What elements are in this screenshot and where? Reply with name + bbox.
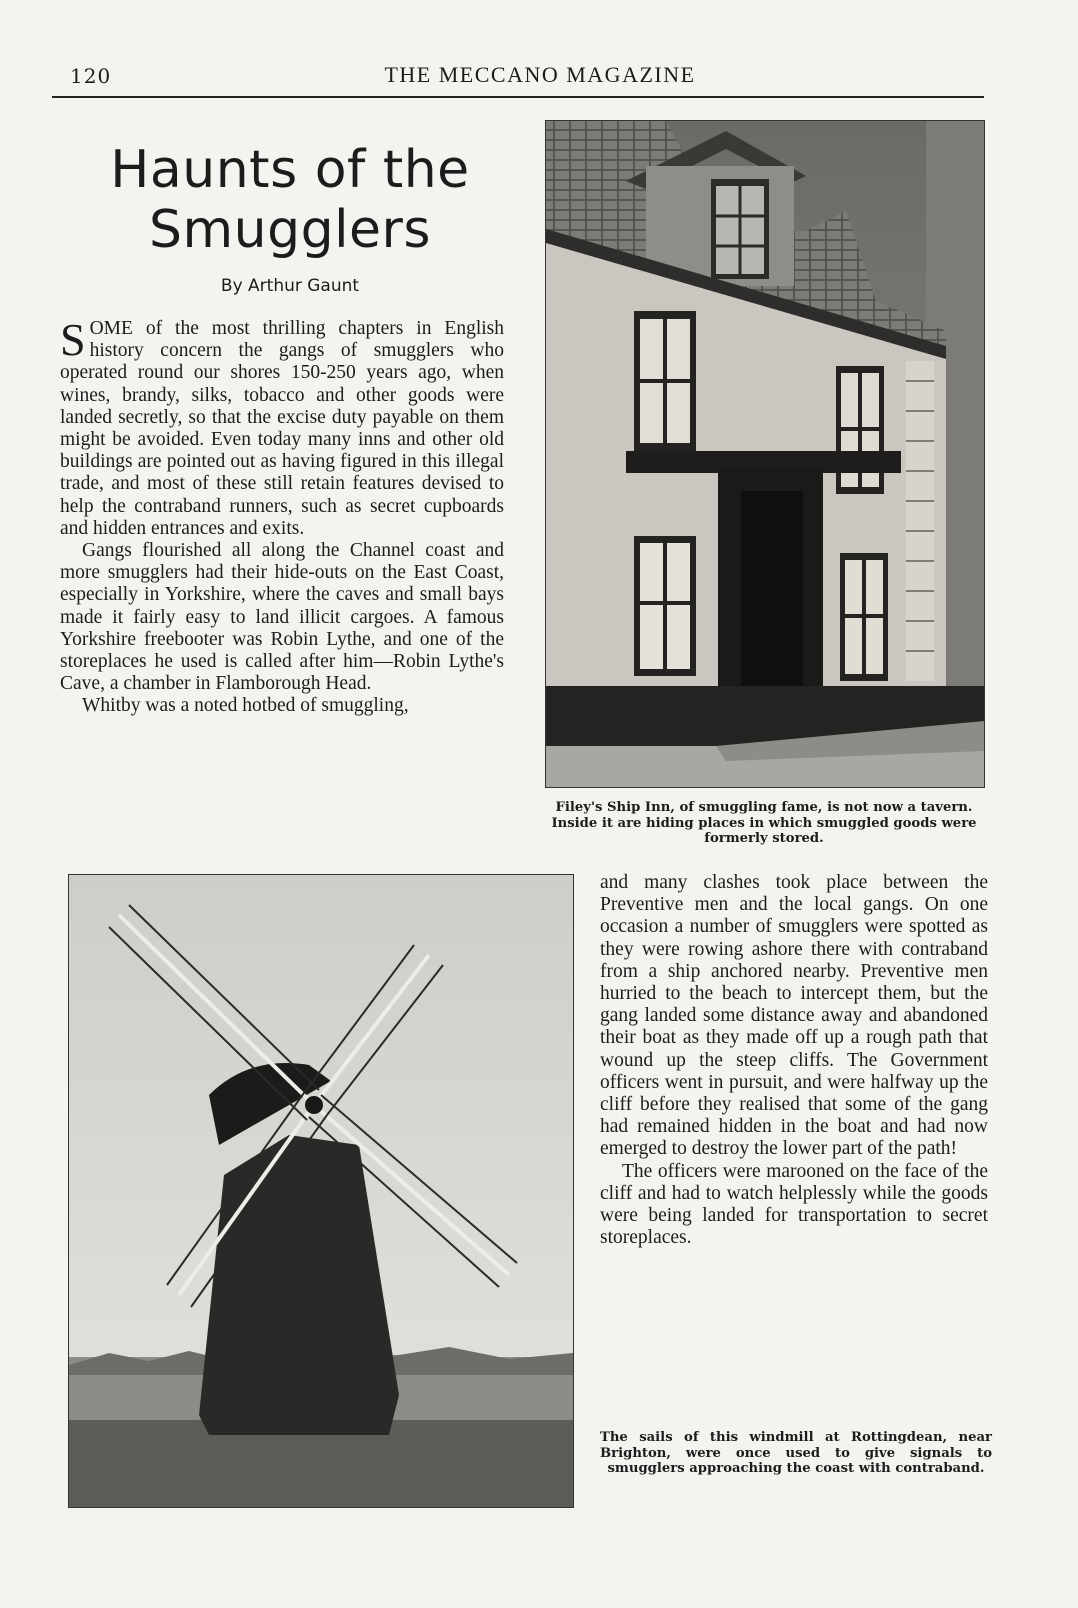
page-number: 120 — [70, 64, 112, 88]
title-line-2: Smugglers — [148, 200, 432, 260]
ship-inn-photo — [545, 120, 985, 788]
title-line-1: Haunts of the — [110, 140, 470, 200]
windmill-caption: The sails of this windmill at Rottingdean, near Brighton, were once used to give signals to smugglers approaching the coast with contraband. — [600, 1430, 992, 1476]
drop-cap: S — [60, 314, 86, 365]
header-rule — [52, 96, 984, 98]
paragraph-1-text: OME of the most thrilling chapters in English history concern the gangs of smugglers who operated round our shores 150-250 years ago, when wines, brandy, silks, tobacco and other goods were landed secretly, so that the excise duty payable on them might be avoided. Even today many inns and other old buildings are pointed out as having figured in this illegal trade, and most of these still retain features devised to help the contraband runners, such as secret cupboards and hidden entrances and exits. — [60, 318, 504, 539]
paragraph-4: The officers were marooned on the face of the cliff and had to watch helplessly while the goods were being landed for transportation to secret storeplaces. — [600, 1160, 988, 1249]
article-title — [60, 140, 520, 260]
paragraph-2: Gangs flourished all along the Channel coast and more smugglers had their hide-outs on the East Coast, especially in Yorkshire, where the caves and small bays made it fairly easy to land illicit cargoes. A famous Yorkshire freebooter was Robin Lythe, and one of the storeplaces he used is called after him—Robin Lythe's Cave, a chamber in Flamborough Head. — [60, 540, 504, 695]
paragraph-1 — [60, 314, 504, 540]
inn-caption: Filey's Ship Inn, of smuggling fame, is not now a tavern. Inside it are hiding places in which smuggled goods were formerly stored. — [551, 800, 977, 846]
left-column — [60, 314, 504, 718]
right-column — [600, 872, 988, 1249]
paragraph-3-continued: and many clashes took place between the Preventive men and the local gangs. On one occasion a number of smugglers were spotted as they were rowing ashore there with contraband from a ship anchored nearby. Preventive men hurried to the beach to intercept them, but the gang landed some distance away and abandoned their boat as they made off up a rough path that wound up the steep cliffs. The Government officers went in pursuit, and were halfway up the cliff before they realised that some of the gang had remained hidden in the boat and had now emerged to destroy the lower part of the path! — [600, 872, 988, 1160]
byline: By Arthur Gaunt — [220, 276, 360, 296]
paragraph-3-start: Whitby was a noted hotbed of smuggling, — [82, 695, 409, 717]
windmill-photo — [68, 874, 574, 1508]
magazine-title: THE MECCANO MAGAZINE — [384, 62, 696, 87]
